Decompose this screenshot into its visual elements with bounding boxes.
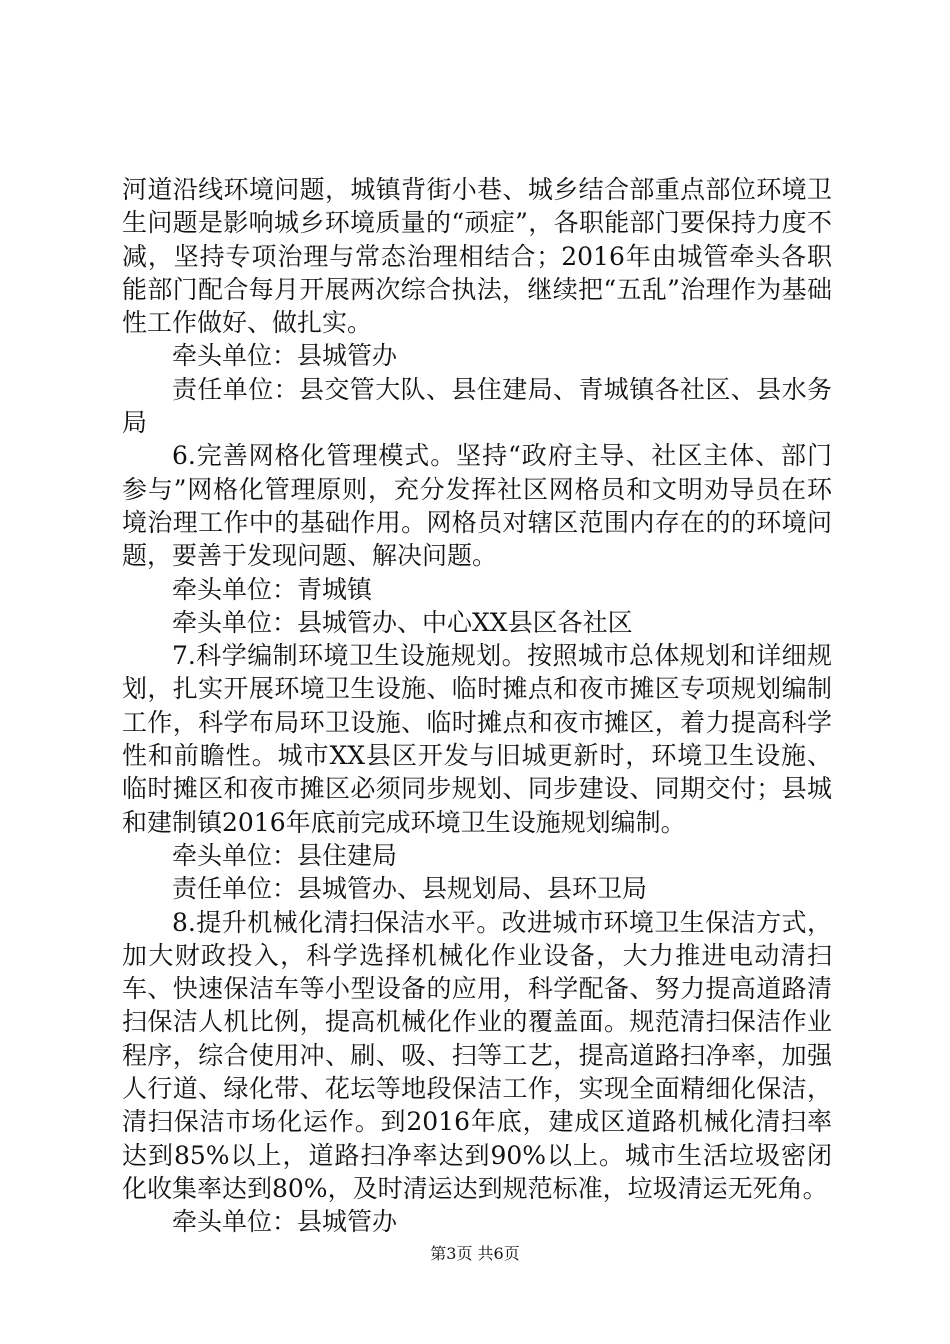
paragraph-3: 责任单位：县交管大队、县住建局、青城镇各社区、县水务局 bbox=[122, 374, 832, 438]
paragraph-7: 7.科学编制环境卫生设施规划。按照城市总体规划和详细规划，扎实开展环境卫生设施、临时摊点和夜市摊区专项规划编制工作，科学布局环卫设施、临时摊点和夜市摊区，着力提高科学性和前瞻性。城市XX县区开发与旧城更新时，环境卫生设施、临时摊区和夜市摊区必须同步规划、同步建设、同期交付；县城和建制镇2016年底前完成环境卫生设施规划编制。 bbox=[122, 641, 832, 837]
paragraph-2: 牵头单位：县城管办 bbox=[172, 341, 398, 371]
paragraph-10: 8.提升机械化清扫保洁水平。改进城市环境卫生保洁方式，加大财政投入，科学选择机械化作业设备，大力推进电动清扫车、快速保洁车等小型设备的应用，科学配备、努力提高道路清扫保洁人机比例，提高机械化作业的覆盖面。规范清扫保洁作业程序，综合使用冲、刷、吸、扫等工艺，提高道路扫净率，加强人行道、绿化带、花坛等地段保洁工作，实现全面精细化保洁，清扫保洁市场化运作。到2016年底，建成区道路机械化清扫率达到85%以上，道路扫净率达到90%以上。城市生活垃圾密闭化收集率达到80%，及时清运达到规范标准，垃圾清运无死角。 bbox=[122, 907, 832, 1203]
paragraph-5: 牵头单位：青城镇 bbox=[172, 574, 373, 604]
paragraph-8: 牵头单位：县住建局 bbox=[172, 840, 398, 870]
paragraph-6: 牵头单位：县城管办、中心XX县区各社区 bbox=[172, 607, 633, 637]
page-number-label: 第3页 共6页 bbox=[430, 1244, 520, 1263]
paragraph-11: 牵头单位：县城管办 bbox=[172, 1207, 398, 1237]
page-footer bbox=[0, 1244, 950, 1264]
paragraph-9: 责任单位：县城管办、县规划局、县环卫局 bbox=[172, 874, 648, 904]
paragraph-4: 6.完善网格化管理模式。坚持“政府主导、社区主体、部门参与”网格化管理原则，充分发挥社区网格员和文明劝导员在环境治理工作中的基础作用。网格员对辖区范围内存在的的环境问题，要善于发现问题、解决问题。 bbox=[122, 441, 832, 571]
paragraph-1: 河道沿线环境问题，城镇背街小巷、城乡结合部重点部位环境卫生问题是影响城乡环境质量的“顽症”，各职能部门要保持力度不减，坚持专项治理与常态治理相结合；2016年由城管牵头各职能部门配合每月开展两次综合执法，继续把“五乱”治理作为基础性工作做好、做扎实。 bbox=[122, 175, 832, 338]
document-body bbox=[122, 173, 832, 1239]
